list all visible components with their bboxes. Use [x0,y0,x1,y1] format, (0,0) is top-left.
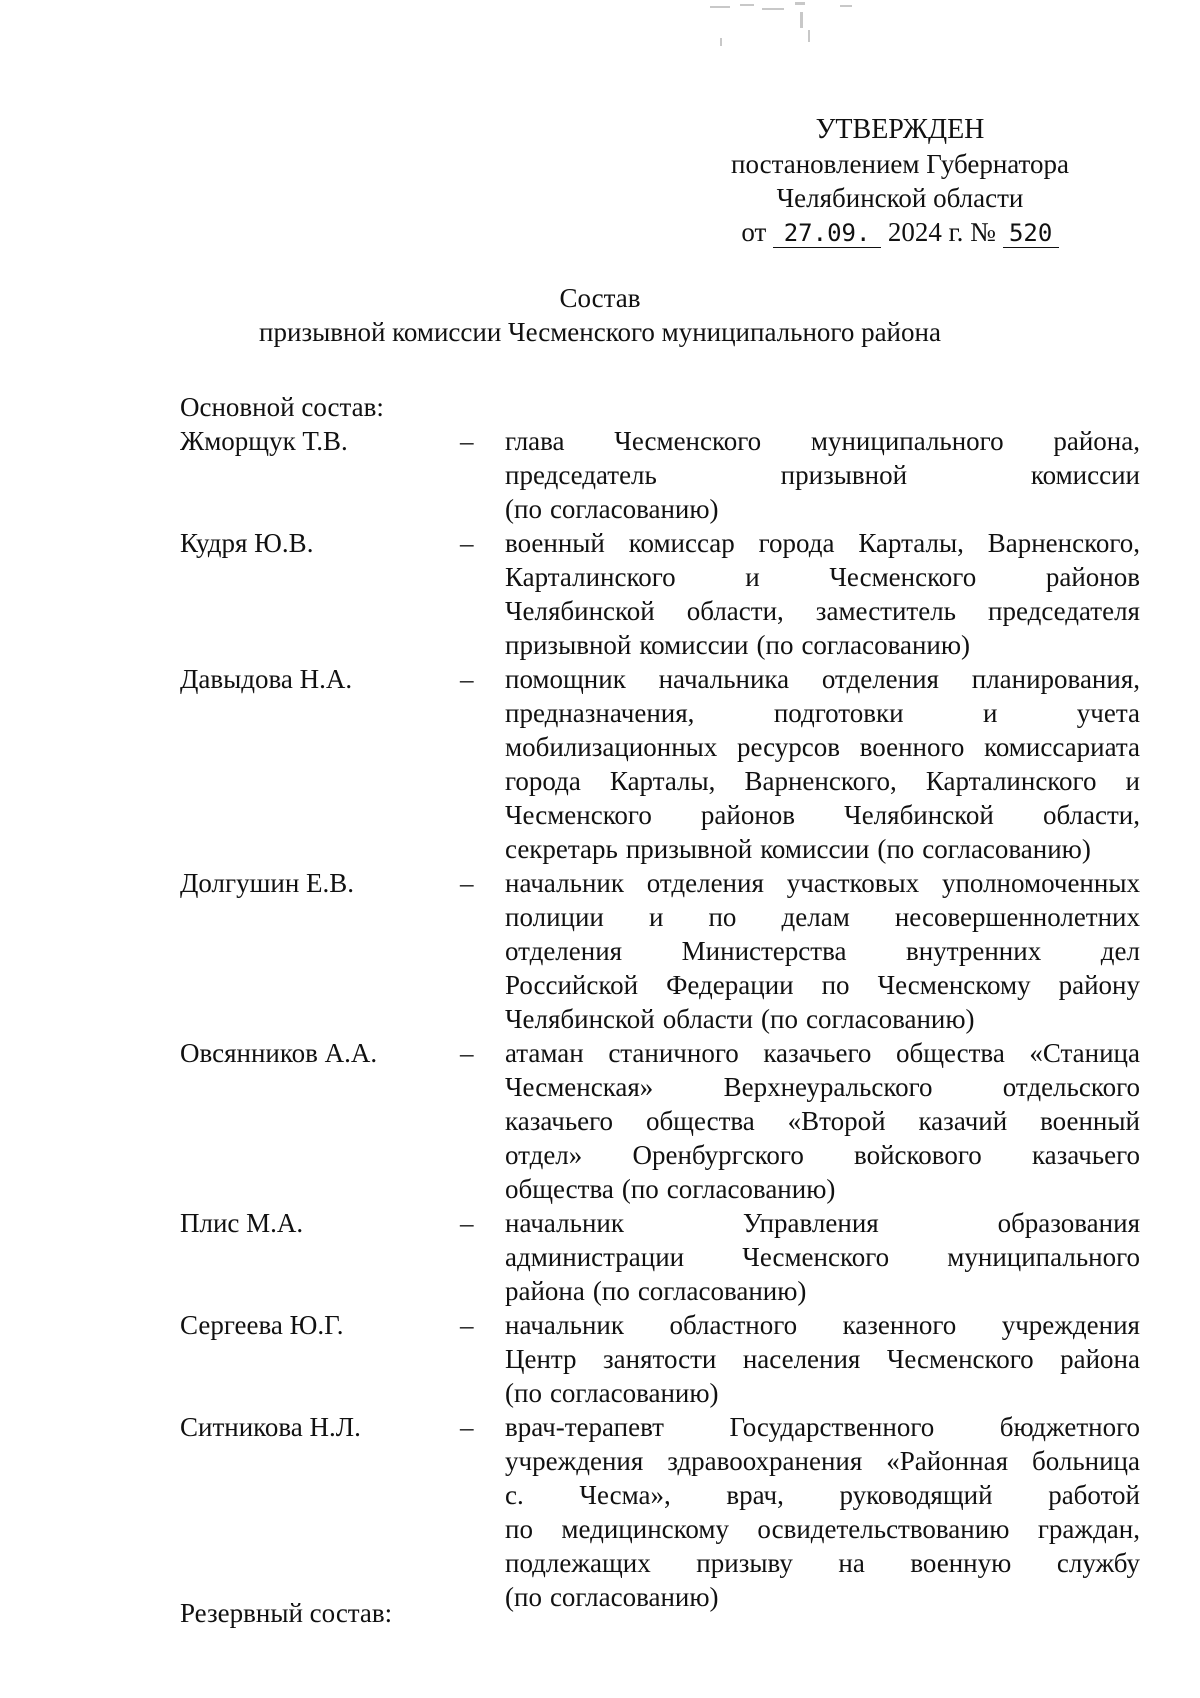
document-title [0,281,1200,349]
member-position [505,662,1140,866]
year-label: 2024 г. № [887,217,996,247]
position-line: Карталинского и Чесменского районов [505,562,1140,592]
position-line: (по согласованию) [505,494,719,524]
position-line: администрации Чесменского муниципального [505,1242,1140,1272]
position-line: секретарь призывной комиссии (по согласованию) [505,834,1091,864]
position-line: района (по согласованию) [505,1276,807,1306]
position-line: Челябинской области, заместитель председателя [505,596,1140,626]
position-line: (по согласованию) [505,1582,719,1612]
position-line: Чесменского районов Челябинской области, [505,800,1140,830]
position-line: общества (по согласованию) [505,1174,836,1204]
approval-date-line [700,215,1100,249]
approval-number: 520 [1003,219,1059,248]
position-line: помощник начальника отделения планирования, [505,664,1140,694]
approval-line-1: постановлением Губернатора [731,149,1069,179]
position-line: Чесменская» Верхнеуральского отдельского [505,1072,1140,1102]
position-line: казачьего общества «Второй казачий военный [505,1106,1140,1136]
member-row [180,662,1140,866]
position-line: отделения Министерства внутренних дел [505,936,1140,966]
approval-heading: УТВЕРЖДЕН [815,114,985,145]
member-name: Давыдова Н.А. [180,664,353,694]
approval-stamp [700,113,1100,249]
member-dash: – [460,1038,474,1068]
position-line: начальник отделения участковых уполномоченных [505,868,1140,898]
position-line: военный комиссар города Карталы, Варненского, [505,528,1140,558]
member-dash: – [460,528,474,558]
member-dash: – [460,664,474,694]
member-position [505,424,1140,526]
position-line: председатель призывной комиссии [505,460,1140,490]
member-row [180,1410,1140,1614]
member-position [505,1308,1140,1410]
member-row [180,866,1140,1036]
main-composition-heading: Основной состав: [180,392,384,422]
member-row [180,424,1140,526]
approval-date: 27.09. [773,219,881,248]
member-dash: – [460,426,474,456]
position-line: Челябинской области (по согласованию) [505,1004,975,1034]
member-position [505,1036,1140,1206]
position-line: города Карталы, Варненского, Карталинского и [505,766,1140,796]
scan-artifact [700,0,880,60]
title-line-1: Состав [559,283,641,313]
member-position [505,1410,1140,1614]
member-dash: – [460,1412,474,1442]
member-name: Ситникова Н.Л. [180,1412,361,1442]
member-row [180,1308,1140,1410]
position-line: учреждения здравоохранения «Районная больница [505,1446,1140,1476]
reserve-composition-heading: Резервный состав: [180,1598,393,1628]
member-name: Долгушин Е.В. [180,868,355,898]
position-line: атаман станичного казачьего общества «Станица [505,1038,1140,1068]
member-dash: – [460,1310,474,1340]
approval-line-2: Челябинской области [776,183,1024,213]
member-position [505,1206,1140,1308]
position-line: глава Чесменского муниципального района, [505,426,1140,456]
member-dash: – [460,1208,474,1238]
position-line: полиции и по делам несовершеннолетних [505,902,1140,932]
member-row [180,1206,1140,1308]
position-line: предназначения, подготовки и учета [505,698,1140,728]
member-position [505,866,1140,1036]
member-name: Плис М.А. [180,1208,304,1238]
position-line: Центр занятости населения Чесменского района [505,1344,1140,1374]
member-row [180,526,1140,662]
member-position [505,526,1140,662]
position-line: по медицинскому освидетельствованию граждан, [505,1514,1140,1544]
position-line: (по согласованию) [505,1378,719,1408]
position-line: начальник областного казенного учреждения [505,1310,1140,1340]
position-line: врач-терапевт Государственного бюджетного [505,1412,1140,1442]
position-line: призывной комиссии (по согласованию) [505,630,971,660]
member-name: Жморщук Т.В. [180,426,348,456]
member-dash: – [460,868,474,898]
member-row [180,1036,1140,1206]
position-line: начальник Управления образования [505,1208,1140,1238]
position-line: мобилизационных ресурсов военного комиссариата [505,732,1140,762]
members-list [180,424,1140,1614]
from-label: от [741,217,767,247]
member-name: Овсянников А.А. [180,1038,378,1068]
position-line: подлежащих призыву на военную службу [505,1548,1140,1578]
title-line-2: призывной комиссии Чесменского муниципального района [259,317,941,347]
position-line: отдел» Оренбургского войскового казачьего [505,1140,1140,1170]
member-name: Кудря Ю.В. [180,528,314,558]
position-line: с. Чесма», врач, руководящий работой [505,1480,1140,1510]
position-line: Российской Федерации по Чесменскому району [505,970,1140,1000]
member-name: Сергеева Ю.Г. [180,1310,344,1340]
